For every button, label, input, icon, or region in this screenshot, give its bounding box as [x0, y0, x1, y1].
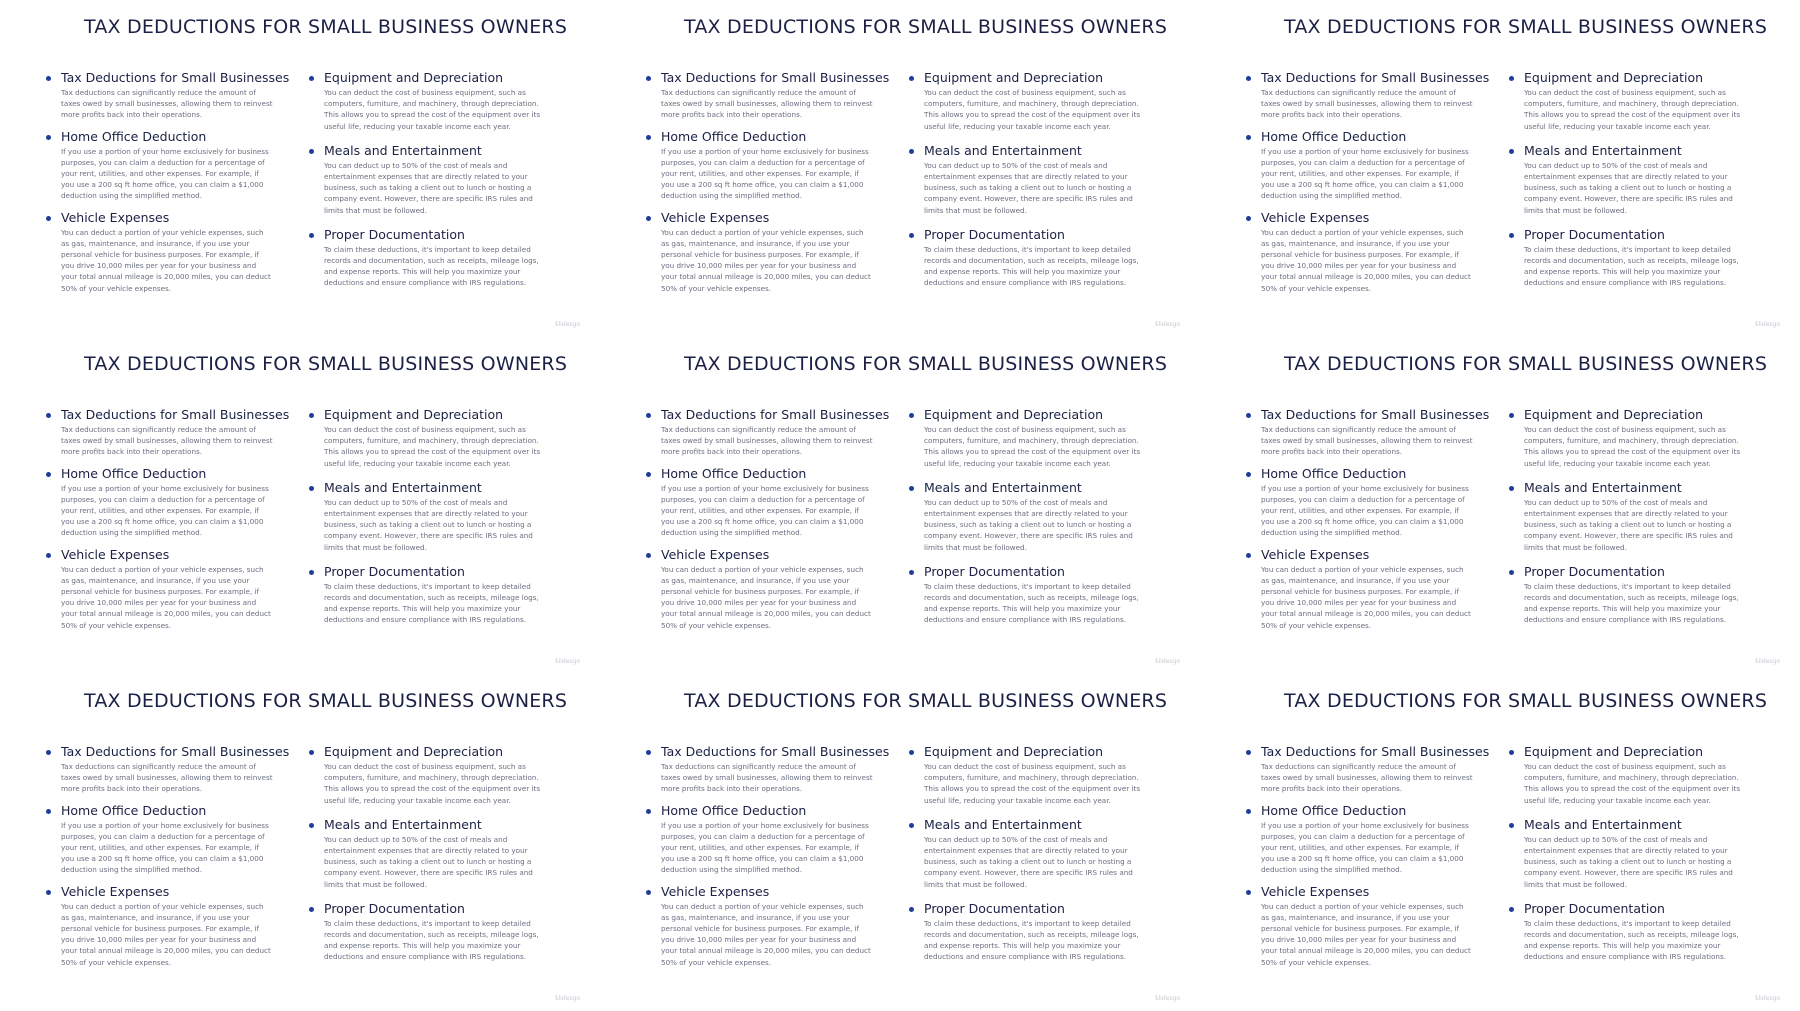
- item-heading: Equipment and Depreciation: [1524, 70, 1704, 85]
- item-body: Tax deductions can significantly reduce the amount of taxes owed by small businesses, allowing them to reinvest more profits back into their operations.: [661, 425, 873, 457]
- item-body: To claim these deductions, it's important to keep detailed records and documentation, such as receipts, mileage logs, and expense reports. This will help you maximize your deductions and ensure compliance with IRS regulations.: [324, 244, 539, 288]
- item-body: You can deduct a portion of your vehicle expenses, such as gas, maintenance, and insurance, if you use your personal vehicle for business purposes. For example, if you drive 10,000 miles per year for your business and your total annual mileage is 20,000 miles, you can deduct 50% of your vehicle expenses.: [1261, 564, 1471, 630]
- item-heading: Proper Documentation: [924, 900, 1065, 916]
- item-body: To claim these deductions, it's important to keep detailed records and documentation, such as receipts, mileage logs, and expense reports. This will help you maximize your deductions and ensure compliance with IRS regulations.: [324, 918, 539, 962]
- bullet-dot-icon: [909, 750, 914, 755]
- bullet-dot-icon: [1246, 890, 1251, 895]
- left-column: [1244, 70, 1490, 302]
- right-column: [1507, 70, 1745, 300]
- left-column: [44, 70, 290, 302]
- item-heading: Tax Deductions for Small Businesses: [61, 744, 290, 759]
- item-body: You can deduct a portion of your vehicle expenses, such as gas, maintenance, and insurance, if you use your personal vehicle for business purposes. For example, if you drive 10,000 miles per year for your business and your total annual mileage is 20,000 miles, you can deduct 50% of your vehicle expenses.: [1261, 227, 1471, 293]
- item-body: If you use a portion of your home exclusively for business purposes, you can claim a deduction for a percentage of your rent, utilities, and other expenses. For example, if you use a 200 sq ft home office, you can claim a $1,000 deduction using the simplified method.: [61, 146, 269, 201]
- bullet-dot-icon: [1246, 750, 1251, 755]
- item-body: You can deduct up to 50% of the cost of meals and entertainment expenses that are directly related to your business, such as taking a client out to lunch or hosting a company event. However, there are specific IRS rules and limits that must be followed.: [924, 160, 1133, 215]
- bullet-dot-icon: [1509, 570, 1514, 575]
- item-heading: Vehicle Expenses: [661, 546, 770, 562]
- right-column: [307, 70, 545, 300]
- bullet-dot-icon: [46, 553, 51, 558]
- bullet-item: [1244, 466, 1474, 539]
- watermark-text: Slidesgo: [1754, 995, 1780, 1002]
- bullet-dot-icon: [1509, 149, 1514, 154]
- bullet-item: [1244, 547, 1474, 631]
- bullet-dot-icon: [309, 413, 314, 418]
- item-body: You can deduct the cost of business equipment, such as computers, furniture, and machinery, through depreciation. This allows you to spread the cost of the equipment over its useful life, reducing your taxable income each year.: [324, 425, 541, 468]
- right-column: [907, 407, 1145, 637]
- bullet-dot-icon: [1509, 907, 1514, 912]
- bullet-dot-icon: [1246, 553, 1251, 558]
- item-body: To claim these deductions, it's important to keep detailed records and documentation, such as receipts, mileage logs, and expense reports. This will help you maximize your deductions and ensure compliance with IRS regulations.: [324, 581, 539, 625]
- bullet-dot-icon: [309, 750, 314, 755]
- item-heading: Meals and Entertainment: [924, 816, 1082, 832]
- bullet-dot-icon: [46, 890, 51, 895]
- bullet-item: [907, 70, 1145, 132]
- bullet-item: [1507, 143, 1745, 216]
- left-column: [44, 407, 290, 639]
- bullet-item: [644, 744, 890, 795]
- bullet-dot-icon: [46, 809, 51, 814]
- bullet-item: [44, 407, 290, 458]
- item-heading: Vehicle Expenses: [1261, 546, 1370, 562]
- bullet-item: [1244, 744, 1490, 795]
- item-body: If you use a portion of your home exclusively for business purposes, you can claim a deduction for a percentage of your rent, utilities, and other expenses. For example, if you use a 200 sq ft home office, you can claim a $1,000 deduction using the simplified method.: [661, 483, 869, 538]
- right-column: [1507, 744, 1745, 974]
- bullet-dot-icon: [646, 413, 651, 418]
- bullet-dot-icon: [309, 233, 314, 238]
- slide-thumbnail[interactable]: [1200, 337, 1800, 674]
- slide-title: TAX DEDUCTIONS FOR SMALL BUSINESS OWNERS: [1284, 353, 1768, 375]
- slide-thumbnail[interactable]: [1200, 674, 1800, 1011]
- bullet-item: [1244, 803, 1474, 876]
- bullet-item: [307, 407, 545, 469]
- bullet-item: [1244, 210, 1474, 294]
- bullet-item: [44, 70, 290, 121]
- slide-thumbnail[interactable]: [0, 0, 600, 337]
- bullet-dot-icon: [1246, 135, 1251, 140]
- bullet-dot-icon: [46, 750, 51, 755]
- item-body: If you use a portion of your home exclusively for business purposes, you can claim a deduction for a percentage of your rent, utilities, and other expenses. For example, if you use a 200 sq ft home office, you can claim a $1,000 deduction using the simplified method.: [1261, 146, 1469, 201]
- bullet-item: [907, 480, 1145, 553]
- watermark-text: Slidesgo: [1754, 658, 1780, 665]
- bullet-item: [307, 70, 545, 132]
- bullet-item: [907, 901, 1145, 963]
- left-column: [644, 70, 890, 302]
- item-body: You can deduct the cost of business equipment, such as computers, furniture, and machinery, through depreciation. This allows you to spread the cost of the equipment over its useful life, reducing your taxable income each year.: [324, 762, 541, 805]
- item-body: Tax deductions can significantly reduce the amount of taxes owed by small businesses, allowing them to reinvest more profits back into their operations.: [1261, 425, 1473, 457]
- bullet-item: [644, 407, 890, 458]
- bullet-dot-icon: [646, 472, 651, 477]
- watermark-text: Slidesgo: [1154, 321, 1180, 328]
- bullet-item: [44, 129, 274, 202]
- bullet-dot-icon: [46, 135, 51, 140]
- bullet-dot-icon: [909, 907, 914, 912]
- item-body: You can deduct the cost of business equipment, such as computers, furniture, and machinery, through depreciation. This allows you to spread the cost of the equipment over its useful life, reducing your taxable income each year.: [924, 425, 1141, 468]
- left-column: [644, 407, 890, 639]
- item-heading: Home Office Deduction: [661, 465, 807, 481]
- bullet-dot-icon: [1509, 76, 1514, 81]
- bullet-dot-icon: [309, 486, 314, 491]
- item-heading: Meals and Entertainment: [324, 816, 482, 832]
- item-body: Tax deductions can significantly reduce the amount of taxes owed by small businesses, allowing them to reinvest more profits back into their operations.: [61, 88, 273, 120]
- item-heading: Home Office Deduction: [61, 465, 207, 481]
- bullet-item: [644, 210, 874, 294]
- bullet-dot-icon: [1246, 809, 1251, 814]
- item-body: To claim these deductions, it's important to keep detailed records and documentation, such as receipts, mileage logs, and expense reports. This will help you maximize your deductions and ensure compliance with IRS regulations.: [1524, 918, 1739, 962]
- bullet-item: [907, 564, 1145, 626]
- item-body: Tax deductions can significantly reduce the amount of taxes owed by small businesses, allowing them to reinvest more profits back into their operations.: [61, 762, 273, 794]
- item-body: You can deduct a portion of your vehicle expenses, such as gas, maintenance, and insurance, if you use your personal vehicle for business purposes. For example, if you drive 10,000 miles per year for your business and your total annual mileage is 20,000 miles, you can deduct 50% of your vehicle expenses.: [661, 901, 871, 967]
- item-heading: Proper Documentation: [324, 226, 465, 242]
- item-heading: Equipment and Depreciation: [324, 70, 504, 85]
- bullet-item: [644, 884, 874, 968]
- item-body: You can deduct up to 50% of the cost of meals and entertainment expenses that are directly related to your business, such as taking a client out to lunch or hosting a company event. However, there are specific IRS rules and limits that must be followed.: [1524, 834, 1733, 889]
- item-heading: Proper Documentation: [1524, 900, 1665, 916]
- bullet-dot-icon: [46, 472, 51, 477]
- bullet-item: [644, 547, 874, 631]
- bullet-item: [44, 547, 274, 631]
- left-column: [44, 744, 290, 976]
- item-body: You can deduct up to 50% of the cost of meals and entertainment expenses that are directly related to your business, such as taking a client out to lunch or hosting a company event. However, there are specific IRS rules and limits that must be followed.: [1524, 160, 1733, 215]
- slide-title: TAX DEDUCTIONS FOR SMALL BUSINESS OWNERS: [84, 16, 568, 38]
- bullet-item: [307, 564, 545, 626]
- bullet-item: [1244, 129, 1474, 202]
- item-body: Tax deductions can significantly reduce the amount of taxes owed by small businesses, allowing them to reinvest more profits back into their operations.: [661, 88, 873, 120]
- watermark-text: Slidesgo: [554, 658, 580, 665]
- item-body: To claim these deductions, it's important to keep detailed records and documentation, such as receipts, mileage logs, and expense reports. This will help you maximize your deductions and ensure compliance with IRS regulations.: [924, 581, 1139, 625]
- item-heading: Tax Deductions for Small Businesses: [61, 407, 290, 422]
- slide-thumbnail[interactable]: [600, 674, 1200, 1011]
- bullet-dot-icon: [909, 233, 914, 238]
- bullet-dot-icon: [309, 149, 314, 154]
- bullet-item: [907, 744, 1145, 806]
- bullet-dot-icon: [46, 216, 51, 221]
- item-body: Tax deductions can significantly reduce the amount of taxes owed by small businesses, allowing them to reinvest more profits back into their operations.: [661, 762, 873, 794]
- bullet-item: [44, 884, 274, 968]
- bullet-item: [44, 744, 290, 795]
- bullet-dot-icon: [909, 76, 914, 81]
- bullet-item: [644, 466, 874, 539]
- item-body: You can deduct up to 50% of the cost of meals and entertainment expenses that are directly related to your business, such as taking a client out to lunch or hosting a company event. However, there are specific IRS rules and limits that must be followed.: [1524, 497, 1733, 552]
- item-heading: Vehicle Expenses: [661, 209, 770, 225]
- right-column: [1507, 407, 1745, 637]
- item-heading: Vehicle Expenses: [61, 883, 170, 899]
- item-heading: Equipment and Depreciation: [924, 407, 1104, 422]
- bullet-item: [1244, 407, 1490, 458]
- item-heading: Meals and Entertainment: [324, 479, 482, 495]
- item-heading: Tax Deductions for Small Businesses: [61, 70, 290, 85]
- slide-title: TAX DEDUCTIONS FOR SMALL BUSINESS OWNERS: [684, 353, 1168, 375]
- watermark-text: Slidesgo: [554, 321, 580, 328]
- bullet-dot-icon: [1246, 76, 1251, 81]
- bullet-dot-icon: [909, 149, 914, 154]
- item-heading: Vehicle Expenses: [61, 209, 170, 225]
- bullet-dot-icon: [1509, 823, 1514, 828]
- bullet-item: [307, 744, 545, 806]
- item-body: You can deduct up to 50% of the cost of meals and entertainment expenses that are directly related to your business, such as taking a client out to lunch or hosting a company event. However, there are specific IRS rules and limits that must be followed.: [324, 834, 533, 889]
- item-body: To claim these deductions, it's important to keep detailed records and documentation, such as receipts, mileage logs, and expense reports. This will help you maximize your deductions and ensure compliance with IRS regulations.: [1524, 244, 1739, 288]
- bullet-item: [307, 817, 545, 890]
- item-heading: Equipment and Depreciation: [324, 407, 504, 422]
- bullet-dot-icon: [309, 823, 314, 828]
- item-body: You can deduct a portion of your vehicle expenses, such as gas, maintenance, and insurance, if you use your personal vehicle for business purposes. For example, if you drive 10,000 miles per year for your business and your total annual mileage is 20,000 miles, you can deduct 50% of your vehicle expenses.: [661, 564, 871, 630]
- left-column: [1244, 744, 1490, 976]
- item-heading: Vehicle Expenses: [661, 883, 770, 899]
- item-body: You can deduct the cost of business equipment, such as computers, furniture, and machinery, through depreciation. This allows you to spread the cost of the equipment over its useful life, reducing your taxable income each year.: [924, 762, 1141, 805]
- bullet-dot-icon: [309, 76, 314, 81]
- bullet-dot-icon: [646, 750, 651, 755]
- item-body: If you use a portion of your home exclusively for business purposes, you can claim a deduction for a percentage of your rent, utilities, and other expenses. For example, if you use a 200 sq ft home office, you can claim a $1,000 deduction using the simplified method.: [61, 820, 269, 875]
- item-heading: Equipment and Depreciation: [924, 744, 1104, 759]
- item-heading: Meals and Entertainment: [924, 479, 1082, 495]
- item-heading: Home Office Deduction: [1261, 802, 1407, 818]
- bullet-dot-icon: [646, 216, 651, 221]
- item-body: Tax deductions can significantly reduce the amount of taxes owed by small businesses, allowing them to reinvest more profits back into their operations.: [1261, 762, 1473, 794]
- bullet-item: [307, 901, 545, 963]
- item-body: To claim these deductions, it's important to keep detailed records and documentation, such as receipts, mileage logs, and expense reports. This will help you maximize your deductions and ensure compliance with IRS regulations.: [1524, 581, 1739, 625]
- item-body: You can deduct up to 50% of the cost of meals and entertainment expenses that are directly related to your business, such as taking a client out to lunch or hosting a company event. However, there are specific IRS rules and limits that must be followed.: [324, 497, 533, 552]
- item-body: You can deduct the cost of business equipment, such as computers, furniture, and machinery, through depreciation. This allows you to spread the cost of the equipment over its useful life, reducing your taxable income each year.: [1524, 88, 1741, 131]
- item-heading: Meals and Entertainment: [1524, 479, 1682, 495]
- item-heading: Tax Deductions for Small Businesses: [1261, 407, 1490, 422]
- bullet-item: [44, 210, 274, 294]
- bullet-dot-icon: [1246, 413, 1251, 418]
- slide-title: TAX DEDUCTIONS FOR SMALL BUSINESS OWNERS: [1284, 16, 1768, 38]
- item-body: To claim these deductions, it's important to keep detailed records and documentation, such as receipts, mileage logs, and expense reports. This will help you maximize your deductions and ensure compliance with IRS regulations.: [924, 244, 1139, 288]
- bullet-item: [307, 143, 545, 216]
- bullet-dot-icon: [1246, 472, 1251, 477]
- item-heading: Tax Deductions for Small Businesses: [661, 744, 890, 759]
- item-heading: Home Office Deduction: [661, 128, 807, 144]
- bullet-item: [1507, 901, 1745, 963]
- bullet-item: [307, 480, 545, 553]
- slide-thumbnail[interactable]: [0, 337, 600, 674]
- item-heading: Home Office Deduction: [61, 128, 207, 144]
- slide-thumbnail[interactable]: [1200, 0, 1800, 337]
- bullet-dot-icon: [646, 553, 651, 558]
- watermark-text: Slidesgo: [1154, 658, 1180, 665]
- bullet-item: [1507, 227, 1745, 289]
- item-heading: Equipment and Depreciation: [924, 70, 1104, 85]
- bullet-item: [44, 466, 274, 539]
- item-body: You can deduct the cost of business equipment, such as computers, furniture, and machinery, through depreciation. This allows you to spread the cost of the equipment over its useful life, reducing your taxable income each year.: [924, 88, 1141, 131]
- bullet-dot-icon: [909, 570, 914, 575]
- bullet-dot-icon: [46, 413, 51, 418]
- bullet-dot-icon: [1509, 413, 1514, 418]
- bullet-dot-icon: [46, 76, 51, 81]
- item-body: If you use a portion of your home exclusively for business purposes, you can claim a deduction for a percentage of your rent, utilities, and other expenses. For example, if you use a 200 sq ft home office, you can claim a $1,000 deduction using the simplified method.: [1261, 483, 1469, 538]
- item-heading: Tax Deductions for Small Businesses: [1261, 744, 1490, 759]
- watermark-text: Slidesgo: [1754, 321, 1780, 328]
- right-column: [307, 744, 545, 974]
- item-heading: Vehicle Expenses: [1261, 209, 1370, 225]
- item-heading: Home Office Deduction: [1261, 128, 1407, 144]
- bullet-item: [907, 817, 1145, 890]
- item-body: If you use a portion of your home exclusively for business purposes, you can claim a deduction for a percentage of your rent, utilities, and other expenses. For example, if you use a 200 sq ft home office, you can claim a $1,000 deduction using the simplified method.: [1261, 820, 1469, 875]
- item-body: Tax deductions can significantly reduce the amount of taxes owed by small businesses, allowing them to reinvest more profits back into their operations.: [61, 425, 273, 457]
- slide-title: TAX DEDUCTIONS FOR SMALL BUSINESS OWNERS: [684, 690, 1168, 712]
- item-heading: Proper Documentation: [1524, 563, 1665, 579]
- item-heading: Home Office Deduction: [61, 802, 207, 818]
- slide-title: TAX DEDUCTIONS FOR SMALL BUSINESS OWNERS: [84, 353, 568, 375]
- item-body: You can deduct up to 50% of the cost of meals and entertainment expenses that are directly related to your business, such as taking a client out to lunch or hosting a company event. However, there are specific IRS rules and limits that must be followed.: [924, 497, 1133, 552]
- left-column: [1244, 407, 1490, 639]
- bullet-item: [1507, 70, 1745, 132]
- item-body: You can deduct a portion of your vehicle expenses, such as gas, maintenance, and insurance, if you use your personal vehicle for business purposes. For example, if you drive 10,000 miles per year for your business and your total annual mileage is 20,000 miles, you can deduct 50% of your vehicle expenses.: [1261, 901, 1471, 967]
- item-body: If you use a portion of your home exclusively for business purposes, you can claim a deduction for a percentage of your rent, utilities, and other expenses. For example, if you use a 200 sq ft home office, you can claim a $1,000 deduction using the simplified method.: [661, 820, 869, 875]
- bullet-item: [307, 227, 545, 289]
- bullet-dot-icon: [646, 135, 651, 140]
- bullet-item: [1507, 744, 1745, 806]
- item-heading: Tax Deductions for Small Businesses: [661, 70, 890, 85]
- item-body: Tax deductions can significantly reduce the amount of taxes owed by small businesses, allowing them to reinvest more profits back into their operations.: [1261, 88, 1473, 120]
- item-heading: Home Office Deduction: [1261, 465, 1407, 481]
- bullet-item: [1244, 884, 1474, 968]
- watermark-text: Slidesgo: [554, 995, 580, 1002]
- right-column: [907, 70, 1145, 300]
- item-heading: Meals and Entertainment: [924, 142, 1082, 158]
- bullet-item: [1244, 70, 1490, 121]
- item-heading: Proper Documentation: [924, 563, 1065, 579]
- bullet-dot-icon: [909, 413, 914, 418]
- item-body: You can deduct up to 50% of the cost of meals and entertainment expenses that are directly related to your business, such as taking a client out to lunch or hosting a company event. However, there are specific IRS rules and limits that must be followed.: [924, 834, 1133, 889]
- bullet-item: [644, 70, 890, 121]
- item-body: If you use a portion of your home exclusively for business purposes, you can claim a deduction for a percentage of your rent, utilities, and other expenses. For example, if you use a 200 sq ft home office, you can claim a $1,000 deduction using the simplified method.: [661, 146, 869, 201]
- bullet-dot-icon: [909, 486, 914, 491]
- bullet-dot-icon: [1509, 750, 1514, 755]
- item-body: You can deduct the cost of business equipment, such as computers, furniture, and machinery, through depreciation. This allows you to spread the cost of the equipment over its useful life, reducing your taxable income each year.: [1524, 762, 1741, 805]
- item-heading: Tax Deductions for Small Businesses: [661, 407, 890, 422]
- bullet-dot-icon: [646, 809, 651, 814]
- item-heading: Equipment and Depreciation: [324, 744, 504, 759]
- slide-thumbnail[interactable]: [600, 0, 1200, 337]
- bullet-item: [644, 129, 874, 202]
- item-heading: Proper Documentation: [924, 226, 1065, 242]
- slide-title: TAX DEDUCTIONS FOR SMALL BUSINESS OWNERS: [84, 690, 568, 712]
- bullet-dot-icon: [1509, 233, 1514, 238]
- bullet-dot-icon: [309, 570, 314, 575]
- item-body: You can deduct the cost of business equipment, such as computers, furniture, and machinery, through depreciation. This allows you to spread the cost of the equipment over its useful life, reducing your taxable income each year.: [1524, 425, 1741, 468]
- bullet-item: [907, 227, 1145, 289]
- bullet-item: [644, 803, 874, 876]
- item-heading: Tax Deductions for Small Businesses: [1261, 70, 1490, 85]
- bullet-item: [1507, 480, 1745, 553]
- item-heading: Meals and Entertainment: [1524, 142, 1682, 158]
- item-body: You can deduct up to 50% of the cost of meals and entertainment expenses that are directly related to your business, such as taking a client out to lunch or hosting a company event. However, there are specific IRS rules and limits that must be followed.: [324, 160, 533, 215]
- item-heading: Vehicle Expenses: [61, 546, 170, 562]
- slide-title: TAX DEDUCTIONS FOR SMALL BUSINESS OWNERS: [684, 16, 1168, 38]
- bullet-item: [1507, 564, 1745, 626]
- item-body: You can deduct a portion of your vehicle expenses, such as gas, maintenance, and insurance, if you use your personal vehicle for business purposes. For example, if you drive 10,000 miles per year for your business and your total annual mileage is 20,000 miles, you can deduct 50% of your vehicle expenses.: [61, 227, 271, 293]
- bullet-item: [44, 803, 274, 876]
- item-heading: Meals and Entertainment: [324, 142, 482, 158]
- right-column: [907, 744, 1145, 974]
- slide-thumbnail[interactable]: [600, 337, 1200, 674]
- item-heading: Proper Documentation: [324, 900, 465, 916]
- slide-thumbnail[interactable]: [0, 674, 600, 1011]
- item-body: If you use a portion of your home exclusively for business purposes, you can claim a deduction for a percentage of your rent, utilities, and other expenses. For example, if you use a 200 sq ft home office, you can claim a $1,000 deduction using the simplified method.: [61, 483, 269, 538]
- item-body: You can deduct a portion of your vehicle expenses, such as gas, maintenance, and insurance, if you use your personal vehicle for business purposes. For example, if you drive 10,000 miles per year for your business and your total annual mileage is 20,000 miles, you can deduct 50% of your vehicle expenses.: [61, 564, 271, 630]
- bullet-dot-icon: [309, 907, 314, 912]
- item-heading: Proper Documentation: [1524, 226, 1665, 242]
- bullet-dot-icon: [646, 76, 651, 81]
- item-body: You can deduct a portion of your vehicle expenses, such as gas, maintenance, and insurance, if you use your personal vehicle for business purposes. For example, if you drive 10,000 miles per year for your business and your total annual mileage is 20,000 miles, you can deduct 50% of your vehicle expenses.: [61, 901, 271, 967]
- right-column: [307, 407, 545, 637]
- item-heading: Vehicle Expenses: [1261, 883, 1370, 899]
- item-heading: Meals and Entertainment: [1524, 816, 1682, 832]
- bullet-dot-icon: [1246, 216, 1251, 221]
- item-heading: Home Office Deduction: [661, 802, 807, 818]
- item-heading: Proper Documentation: [324, 563, 465, 579]
- bullet-dot-icon: [1509, 486, 1514, 491]
- item-body: To claim these deductions, it's important to keep detailed records and documentation, such as receipts, mileage logs, and expense reports. This will help you maximize your deductions and ensure compliance with IRS regulations.: [924, 918, 1139, 962]
- bullet-dot-icon: [646, 890, 651, 895]
- watermark-text: Slidesgo: [1154, 995, 1180, 1002]
- item-heading: Equipment and Depreciation: [1524, 744, 1704, 759]
- item-body: You can deduct the cost of business equipment, such as computers, furniture, and machinery, through depreciation. This allows you to spread the cost of the equipment over its useful life, reducing your taxable income each year.: [324, 88, 541, 131]
- bullet-item: [907, 407, 1145, 469]
- bullet-dot-icon: [909, 823, 914, 828]
- item-body: You can deduct a portion of your vehicle expenses, such as gas, maintenance, and insurance, if you use your personal vehicle for business purposes. For example, if you drive 10,000 miles per year for your business and your total annual mileage is 20,000 miles, you can deduct 50% of your vehicle expenses.: [661, 227, 871, 293]
- left-column: [644, 744, 890, 976]
- item-heading: Equipment and Depreciation: [1524, 407, 1704, 422]
- bullet-item: [907, 143, 1145, 216]
- slide-title: TAX DEDUCTIONS FOR SMALL BUSINESS OWNERS: [1284, 690, 1768, 712]
- bullet-item: [1507, 817, 1745, 890]
- bullet-item: [1507, 407, 1745, 469]
